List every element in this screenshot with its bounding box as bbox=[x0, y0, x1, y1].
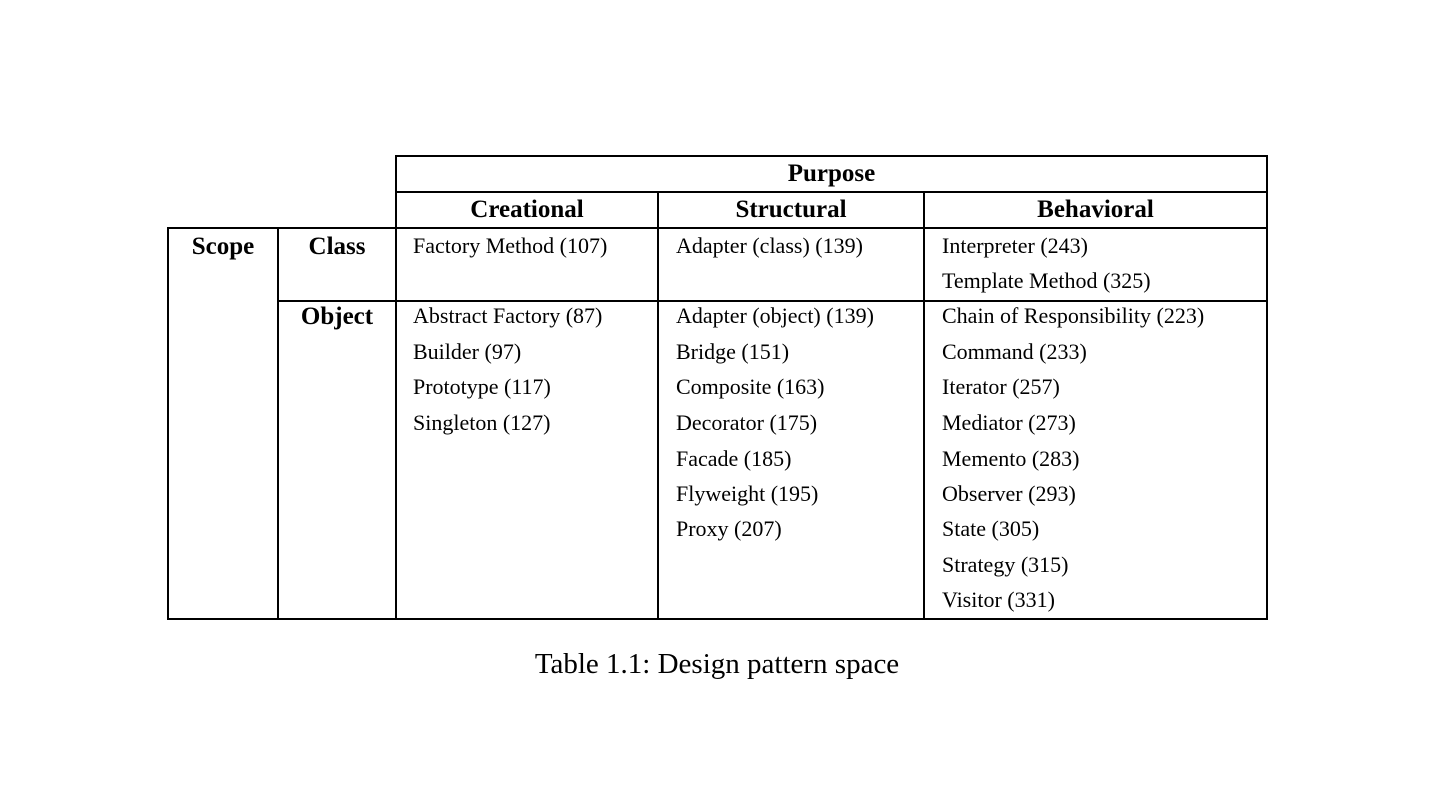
pattern-entry: Composite (163) bbox=[676, 374, 825, 399]
pattern-entry: Mediator (273) bbox=[942, 410, 1076, 435]
pattern-entry: Strategy (315) bbox=[942, 552, 1069, 577]
pattern-entry: Iterator (257) bbox=[942, 374, 1060, 399]
table-rule bbox=[395, 191, 1268, 193]
pattern-entry: Abstract Factory (87) bbox=[413, 303, 603, 328]
table-caption: Table 1.1: Design pattern space bbox=[534, 648, 900, 680]
table-rule bbox=[277, 227, 279, 620]
pattern-entry: Singleton (127) bbox=[413, 410, 551, 435]
pattern-entry: Interpreter (243) bbox=[942, 233, 1088, 258]
pattern-entry: Adapter (object) (139) bbox=[676, 303, 874, 328]
table-rule bbox=[395, 155, 1268, 157]
pattern-entry: Proxy (207) bbox=[676, 516, 782, 541]
column-header-creational: Creational bbox=[470, 196, 584, 223]
column-header-structural: Structural bbox=[735, 196, 847, 223]
scope-header: Scope bbox=[191, 233, 255, 260]
purpose-header: Purpose bbox=[787, 160, 876, 187]
pattern-entry: Visitor (331) bbox=[942, 587, 1055, 612]
pattern-entry: Adapter (class) (139) bbox=[676, 233, 863, 258]
table-rule bbox=[277, 300, 1268, 302]
table-rule bbox=[167, 227, 169, 620]
pattern-entry: Flyweight (195) bbox=[676, 481, 819, 506]
pattern-entry: Template Method (325) bbox=[942, 268, 1151, 293]
table-rule bbox=[1266, 155, 1268, 620]
pattern-entry: Factory Method (107) bbox=[413, 233, 608, 258]
pattern-entry: Facade (185) bbox=[676, 446, 792, 471]
pattern-entry: Bridge (151) bbox=[676, 339, 790, 364]
pattern-entry: Builder (97) bbox=[413, 339, 522, 364]
pattern-entry: Chain of Responsibility (223) bbox=[942, 303, 1205, 328]
pattern-entry: Prototype (117) bbox=[413, 374, 551, 399]
table-rule bbox=[167, 618, 1268, 620]
pattern-entry: Decorator (175) bbox=[676, 410, 818, 435]
pattern-entry: Observer (293) bbox=[942, 481, 1076, 506]
row-header-object: Object bbox=[300, 303, 374, 330]
column-header-behavioral: Behavioral bbox=[1037, 196, 1154, 223]
table-rule bbox=[657, 191, 659, 620]
pattern-entry: Command (233) bbox=[942, 339, 1087, 364]
pattern-entry: State (305) bbox=[942, 516, 1040, 541]
row-header-class: Class bbox=[308, 233, 366, 260]
table-rule bbox=[167, 227, 1268, 229]
pattern-entry: Memento (283) bbox=[942, 446, 1080, 471]
table-rule bbox=[923, 191, 925, 620]
table-rule bbox=[395, 155, 397, 620]
